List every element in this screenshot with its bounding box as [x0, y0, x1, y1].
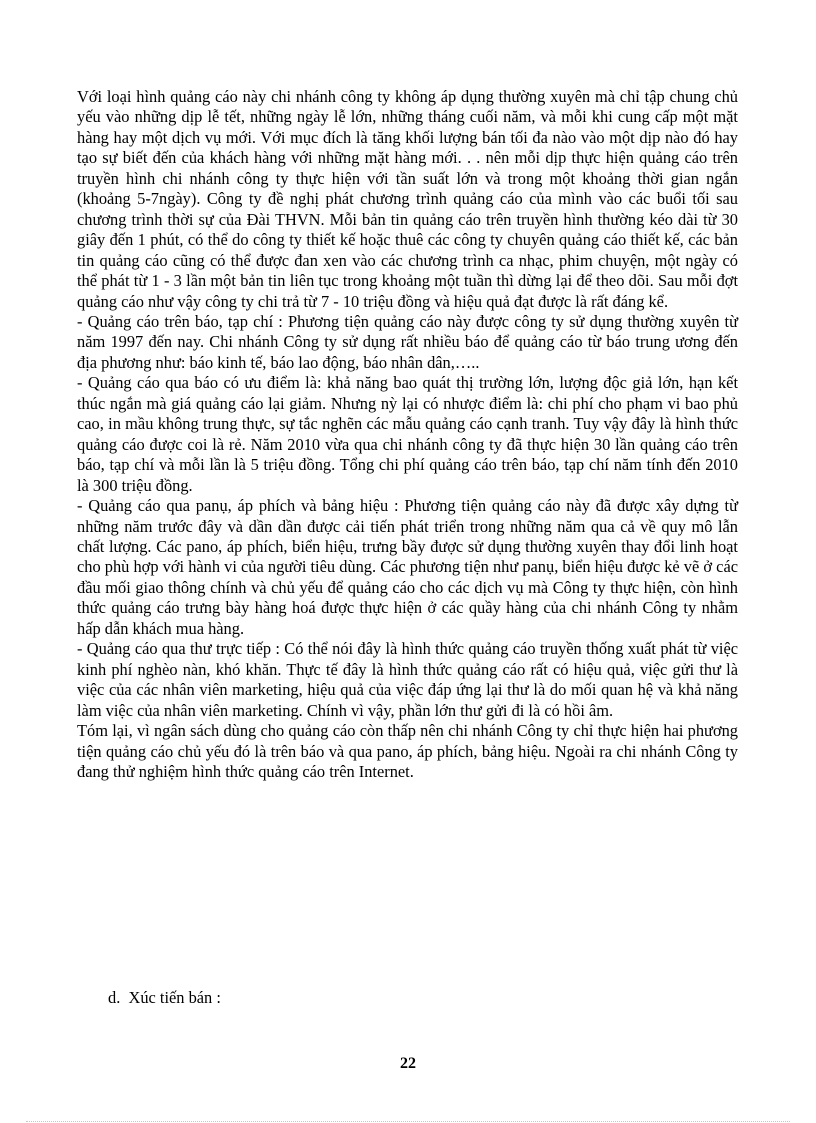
paragraph-newspaper-advertising: - Quảng cáo trên báo, tạp chí : Phương tiện quảng cáo này được công ty sử dụng thường xuyên từ năm 1997 đến nay. Chi nhánh Công ty sử dụng rất nhiều báo để quảng cáo từ báo trung ương đến địa phương như: báo kinh tế, báo lao động, báo nhân dân,…..	[77, 311, 738, 372]
body-text	[77, 87, 738, 782]
paragraph-direct-mail: - Quảng cáo qua thư trực tiếp : Có thể nói đây là hình thức quảng cáo truyền thống xuất phát từ việc kinh phí nghèo nàn, khó khăn. Thực tế đây là hình thức quảng cáo rất có hiệu quả, việc gửi thư là việc của các nhân viên marketing, hiệu quả của việc đáp ứng lại thư là do mối quan hệ và khả năng làm việc của nhân viên marketing. Chính vì vậy, phần lớn thư gửi đi là có hồi âm.	[77, 639, 738, 720]
paragraph-summary: Tóm lại, vì ngân sách dùng cho quảng cáo còn thấp nên chi nhánh Công ty chỉ thực hiện hai phương tiện quảng cáo chủ yếu đó là trên báo và qua pano, áp phích, bảng hiệu. Ngoài ra chi nhánh Công ty đang thử nghiệm hình thức quảng cáo trên Internet.	[77, 721, 738, 781]
paragraph-billboard-advertising: - Quảng cáo qua panụ, áp phích và bảng hiệu : Phương tiện quảng cáo này đã được xây dựng từ những năm trước đây và dần dần được cải tiến phát triển trong những năm qua cả về quy mô lẫn chất lượng. Các pano, áp phích, biển hiệu, trưng bầy được sử dụng thường xuyên thay đổi linh hoạt cho phù hợp với hành vi của người tiêu dùng. Các phương tiện như panụ, biển hiệu được kẻ vẽ ở các đầu mối giao thông chính và chủ yếu để quảng cáo cho các dịch vụ mà Công ty thực hiện, còn hình thức quảng cáo trưng bày hàng hoá được thực hiện ở các quầy hàng của chi nhánh Công ty nhằm hấp dẫn khách mua hàng.	[77, 496, 738, 638]
section-heading: d. Xúc tiến bán :	[108, 988, 221, 1007]
paragraph-newspaper-pros-cons: - Quảng cáo qua báo có ưu điểm là: khả năng bao quát thị trường lớn, lượng độc giả lớn, hạn kết thúc ngắn mà giá quảng cáo lại giảm. Nhưng nỳ lại có nhược điểm là: chi phí cho phạm vi bao phủ cao, in mầu không trung thực, sự tắc nghẽn các mẫu quảng cáo cạnh tranh. Tuy vậy đây là hình thức quảng cáo được coi là rẻ. Năm 2010 vừa qua chi nhánh công ty đã thực hiện 30 lần quảng cáo trên báo, tạp chí và mỗi lần là 5 triệu đồng. Tổng chi phí quảng cáo trên báo, tạp chí năm tính đến 2010 là 300 triệu đồng.	[77, 373, 738, 495]
page-number: 22	[400, 1055, 416, 1072]
paragraph-tv-advertising: Với loại hình quảng cáo này chi nhánh công ty không áp dụng thường xuyên mà chỉ tập chung chủ yếu vào những dịp lễ tết, những ngày lễ lớn, những tháng cuối năm, và mỗi khi cung cấp một mặt hàng hay một dịch vụ mới. Với mục đích là tăng khối lượng bán tối đa nào vào một dịp nào đó hay tạo sự biết đến của khách hàng với những mặt hàng mới. . . nên mỗi dịp thực hiện quảng cáo trên truyền hình chi nhánh công ty thực hiện với tần suất lớn và trong một khoảng thời gian ngắn (khoảng 5-7ngày). Công ty đề nghị phát chương trình quảng cáo của mình vào các buổi tối sau chương trình thời sự của Đài THVN. Mỗi bản tin quảng cáo trên truyền hình thường kéo dài từ 30 giây đến 1 phút, có thể do công ty thiết kế hoặc thuê các công ty chuyên quảng cáo thiết kế, các bản tin quảng cáo cũng có thể được đan xen vào các chương trình ca nhạc, phim chuyện, một ngày có thể phát từ 1 - 3 lần một bản tin liên tục trong khoảng một tuần thì dừng lại để theo dõi. Sau mỗi đợt quảng cáo như vậy công ty chi trả từ 7 - 10 triệu đồng và hiệu quả đạt được là rất đáng kể.	[77, 87, 738, 311]
page-bottom-divider	[26, 1121, 790, 1122]
